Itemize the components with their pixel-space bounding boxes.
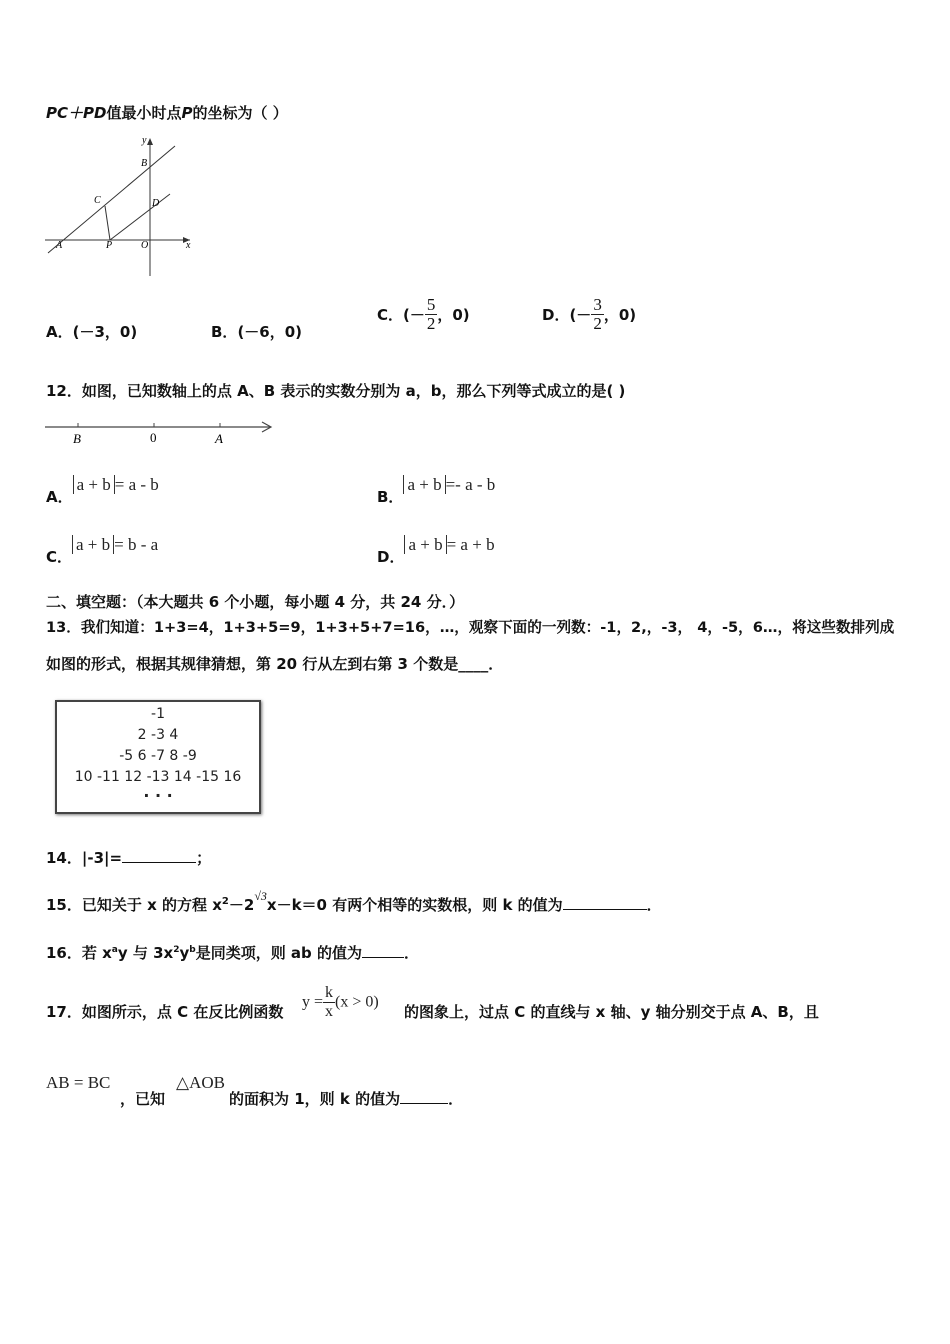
option-letter: A． — [46, 488, 73, 506]
option-rhs: = b - a — [114, 535, 159, 554]
q11-option-a[interactable] — [46, 321, 137, 342]
line-cp — [105, 206, 110, 240]
abs-expression: a + b — [73, 475, 115, 494]
fraction-numerator: 3 — [593, 295, 602, 314]
label-zero: 0 — [150, 430, 157, 445]
function-fraction — [323, 984, 335, 1021]
q17-tail — [229, 1088, 463, 1109]
option-letter: C． — [377, 306, 404, 324]
q16-end: ． — [404, 944, 420, 962]
q14-end: ； — [196, 849, 212, 867]
answer-blank[interactable] — [122, 848, 196, 863]
q16 — [46, 942, 419, 963]
option-rhs: =- a - b — [445, 475, 496, 494]
fraction-denominator: x — [325, 1003, 334, 1020]
option-text: (－6，0) — [237, 323, 303, 341]
q16-mid: y 与 3x — [117, 944, 174, 962]
q17-post: 的图象上，过点 C 的直线与 x 轴、y 轴分别交于点 A、B，且 — [404, 1003, 819, 1021]
abs-expression: a + b — [72, 535, 114, 554]
q17-triangle: △AOB — [176, 1073, 225, 1092]
triangle-row: -1 — [151, 706, 165, 722]
q17-ab-bc: AB = BC — [46, 1073, 111, 1092]
option-letter: C． — [46, 548, 73, 566]
q11-stem — [46, 102, 288, 123]
q12-number-line — [44, 416, 276, 448]
label-d: D — [152, 198, 160, 209]
triangle-row-ellipsis: · · · — [143, 786, 173, 805]
q15-minus: －2 — [228, 896, 255, 914]
option-rhs: = a + b — [446, 535, 495, 554]
q11-option-d[interactable] — [542, 296, 636, 333]
option-pre: (－ — [569, 306, 592, 324]
label-p: P — [106, 240, 113, 251]
option-letter: B． — [211, 323, 238, 341]
q13-triangle-figure — [55, 700, 261, 814]
q11-stem-pcpd: PC＋PD — [46, 104, 107, 122]
q16-sup: a — [111, 945, 118, 955]
option-letter: D． — [377, 548, 405, 566]
q16-post: 是同类项，则 ab 的值为 — [195, 944, 363, 962]
fraction-denominator: 2 — [426, 314, 436, 333]
label-x: x — [186, 240, 191, 251]
q11-stem-mid: 值最小时点 — [106, 104, 182, 122]
q16-pre: 16．若 x — [46, 944, 112, 962]
fraction-denominator: 2 — [593, 314, 602, 333]
q11-stem-end: 的坐标为（ ） — [192, 104, 288, 122]
label-b: B — [141, 158, 148, 169]
label-o: O — [141, 240, 149, 251]
q16-mid2: y — [179, 944, 190, 962]
triangle-row: 2 -3 4 — [137, 727, 179, 743]
q15-sqrt: √3 — [254, 889, 267, 903]
q11-option-b[interactable] — [211, 321, 302, 342]
option-letter: D． — [542, 306, 570, 324]
label-a: A — [56, 240, 63, 251]
label-a: A — [215, 431, 223, 446]
fraction-numerator: 5 — [426, 295, 436, 314]
line-pd — [110, 194, 170, 240]
section-heading: 二、填空题：（本大题共 6 个小题，每小题 4 分，共 24 分．） — [46, 593, 465, 611]
q11-option-c[interactable] — [377, 296, 470, 333]
q16-sup: b — [189, 945, 196, 955]
option-post: ，0) — [437, 306, 470, 324]
q12-option-d[interactable] — [377, 534, 495, 566]
q15-pre: 15．已知关于 x 的方程 x — [46, 896, 222, 914]
fraction — [425, 296, 438, 333]
label-y: y — [142, 135, 147, 146]
option-pre: (－ — [403, 306, 425, 324]
fraction — [591, 296, 604, 333]
q12-option-a[interactable] — [46, 474, 159, 506]
q13-line1: 13．我们知道：1+3=4，1+3+5=9，1+3+5+7=16，…，观察下面的一列数：-1，2,，-3， 4，-5，6…，将这些数排列成 — [46, 619, 895, 636]
fraction-numerator: k — [325, 984, 334, 1001]
q11-stem-p: P — [181, 104, 193, 122]
answer-blank[interactable] — [362, 943, 404, 958]
q17-function — [302, 984, 379, 1021]
triangle-row: -5 6 -7 8 -9 — [119, 748, 197, 764]
triangle-row: 10 -11 12 -13 14 -15 16 — [74, 769, 242, 785]
q16-sup: 2 — [173, 945, 180, 955]
q15-end: ． — [646, 896, 662, 914]
q13-line2: 如图的形式，根据其规律猜想，第 20 行从左到右第 3 个数是____． — [46, 655, 504, 673]
q14 — [46, 847, 211, 868]
y-axis-arrow — [147, 138, 153, 145]
q12-stem: 12．如图，已知数轴上的点 A、B 表示的实数分别为 a，b，那么下列等式成立的是( ) — [46, 382, 626, 400]
q17-pre: 17．如图所示，点 C 在反比例函数 — [46, 1003, 284, 1021]
q14-text: 14．|-3|= — [46, 849, 123, 867]
q12-option-c[interactable] — [46, 534, 159, 566]
option-letter: A． — [46, 323, 73, 341]
q17-post2: 的面积为 1，则 k 的值为 — [229, 1090, 401, 1108]
function-lhs: y = — [302, 993, 324, 1011]
q17-end: ． — [448, 1090, 464, 1108]
answer-blank[interactable] — [563, 895, 647, 910]
q15-sup: 2 — [221, 896, 229, 907]
label-c: C — [94, 195, 101, 206]
q12-option-b[interactable] — [377, 474, 496, 506]
option-rhs: = a - b — [114, 475, 159, 494]
label-b: B — [73, 431, 81, 446]
option-text: (－3，0) — [72, 323, 138, 341]
q15 — [46, 889, 662, 915]
function-condition: (x > 0) — [335, 993, 379, 1011]
q11-figure — [40, 132, 200, 280]
q15-post: x－k＝0 有两个相等的实数根，则 k 的值为 — [266, 896, 563, 914]
q17-known: ，已知 — [120, 1090, 166, 1108]
answer-blank[interactable] — [400, 1089, 448, 1104]
abs-expression: a + b — [404, 535, 446, 554]
option-post: ，0) — [603, 306, 637, 324]
option-letter: B． — [377, 488, 404, 506]
abs-expression: a + b — [403, 475, 445, 494]
